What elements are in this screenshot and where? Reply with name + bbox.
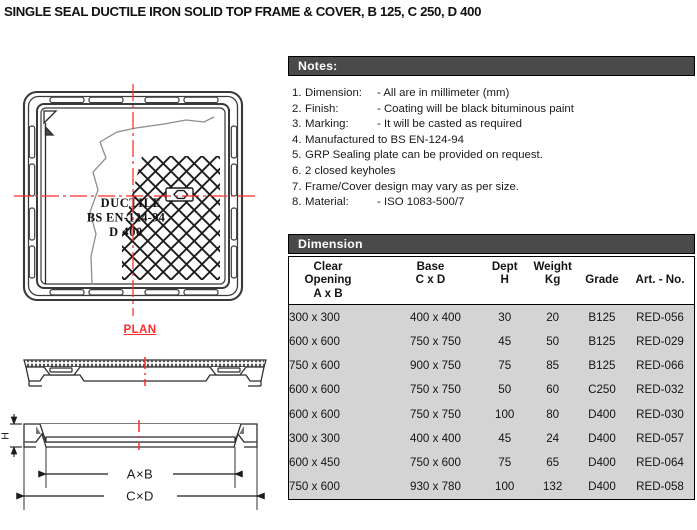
cell-weight: 20 [527,305,577,330]
notes-list [292,86,692,211]
note-text: Frame/Cover design may vary as per size. [305,180,519,193]
cell-weight: 24 [527,426,577,450]
note-number: 7. [292,180,302,193]
corner-detail [44,111,56,284]
cell-art-no: RED-066 [626,354,694,378]
cell-art-no: RED-056 [626,305,694,330]
cell-dept: 45 [482,329,527,353]
cell-weight: 60 [527,378,577,402]
table-row [289,475,694,499]
cell-grade: D400 [578,450,626,474]
note-item [292,195,692,211]
note-item [292,117,692,133]
dimension-heading: Dimension [298,237,363,251]
table-row [289,305,694,330]
col-header-grade: Grade [578,257,626,305]
col-header-dept: Dept H [482,257,527,305]
cell-base: 750 x 600 [389,450,482,474]
note-item [292,86,692,102]
note-number: 4. [292,133,302,146]
plan-view-label: PLAN [123,324,157,336]
cell-base: 400 x 400 [389,305,482,330]
cell-weight: 80 [527,402,577,426]
table-header-row [289,257,694,305]
svg-text:D 400: D 400 [109,225,143,239]
note-label: Finish: [305,102,339,115]
note-value: - It will be casted as required [377,118,522,131]
cell-base: 400 x 400 [389,426,482,450]
dimension-header-bar [288,234,695,254]
cell-dept: 50 [482,378,527,402]
cell-dept: 75 [482,450,527,474]
table-row [289,450,694,474]
cell-grade: B125 [578,305,626,330]
cell-grade: B125 [578,354,626,378]
note-number: 2. [292,102,302,115]
notes-header-bar [288,56,695,76]
cell-grade: D400 [578,426,626,450]
cell-weight: 50 [527,329,577,353]
note-text: Manufactured to BS EN-124-94 [305,133,464,146]
cell-base: 900 x 750 [389,354,482,378]
note-number: 8. [292,196,302,209]
cell-dept: 30 [482,305,527,330]
svg-text:BS EN-124-94: BS EN-124-94 [86,210,166,225]
page-title: SINGLE SEAL DUCTILE IRON SOLID TOP FRAME & COVER, B 125, C 250, D 400 [4,4,482,19]
note-value: - Coating will be black bituminous paint [377,102,574,115]
cell-art-no: RED-058 [626,475,694,499]
cell-grade: B125 [578,329,626,353]
note-text: 2 closed keyholes [305,164,396,177]
cell-weight: 65 [527,450,577,474]
svg-text:H: H [0,432,12,440]
cell-base: 750 x 750 [389,378,482,402]
cell-base: 750 x 750 [389,329,482,353]
note-label: Marking: [305,118,349,131]
svg-text:DUCTILE: DUCTILE [100,196,162,210]
note-label: Dimension: [305,87,362,99]
cell-clear-opening: 600 x 600 [289,402,389,426]
cell-clear-opening: 750 x 600 [289,354,389,378]
cell-weight: 85 [527,354,577,378]
cell-clear-opening: 600 x 600 [289,329,389,353]
notes-heading: Notes: [298,59,338,73]
note-value: - ISO 1083-500/7 [377,196,465,209]
note-item [292,180,692,196]
cell-art-no: RED-030 [626,402,694,426]
col-header-art-no: Art. - No. [626,257,694,305]
frame-section-drawing [0,412,280,522]
col-header-clear-opening: Clear Opening A x B [289,257,389,305]
cell-grade: D400 [578,475,626,499]
cell-clear-opening: 600 x 450 [289,450,389,474]
table-row [289,426,694,450]
col-header-base: Base C x D [389,257,482,305]
cell-dept: 75 [482,354,527,378]
dimension-table [288,256,695,500]
svg-text:C×D: C×D [126,488,154,504]
svg-text:A×B: A×B [126,466,154,482]
cell-art-no: RED-057 [626,426,694,450]
note-item [292,164,692,180]
cell-grade: D400 [578,402,626,426]
cell-art-no: RED-032 [626,378,694,402]
note-number: 3. [292,118,302,131]
dimension-height [10,414,22,457]
cell-art-no: RED-029 [626,329,694,353]
cell-clear-opening: 300 x 300 [289,305,389,330]
cell-clear-opening: 600 x 600 [289,378,389,402]
note-item [292,148,692,164]
technical-drawing-panel [0,32,285,530]
keyhole-icon [166,188,193,201]
cell-dept: 100 [482,402,527,426]
cell-weight: 132 [527,475,577,499]
note-item [292,133,692,149]
table-row [289,378,694,402]
table-row [289,354,694,378]
cell-dept: 100 [482,475,527,499]
note-label: Material: [305,196,349,209]
table-row [289,329,694,353]
plan-view-drawing [14,84,274,324]
note-number: 6. [292,164,302,177]
cell-base: 930 x 780 [389,475,482,499]
note-item [292,102,692,118]
table-row [289,402,694,426]
note-value: - All are in millimeter (mm) [377,87,510,99]
note-number: 1. [292,87,302,99]
cell-dept: 45 [482,426,527,450]
cover-section-drawing [14,356,276,392]
col-header-weight: Weight Kg [527,257,577,305]
cell-grade: C250 [578,378,626,402]
cell-art-no: RED-064 [626,450,694,474]
cell-base: 750 x 750 [389,402,482,426]
cell-clear-opening: 750 x 600 [289,475,389,499]
note-text: GRP Sealing plate can be provided on request. [305,149,543,162]
note-number: 5. [292,149,302,162]
cell-clear-opening: 300 x 300 [289,426,389,450]
